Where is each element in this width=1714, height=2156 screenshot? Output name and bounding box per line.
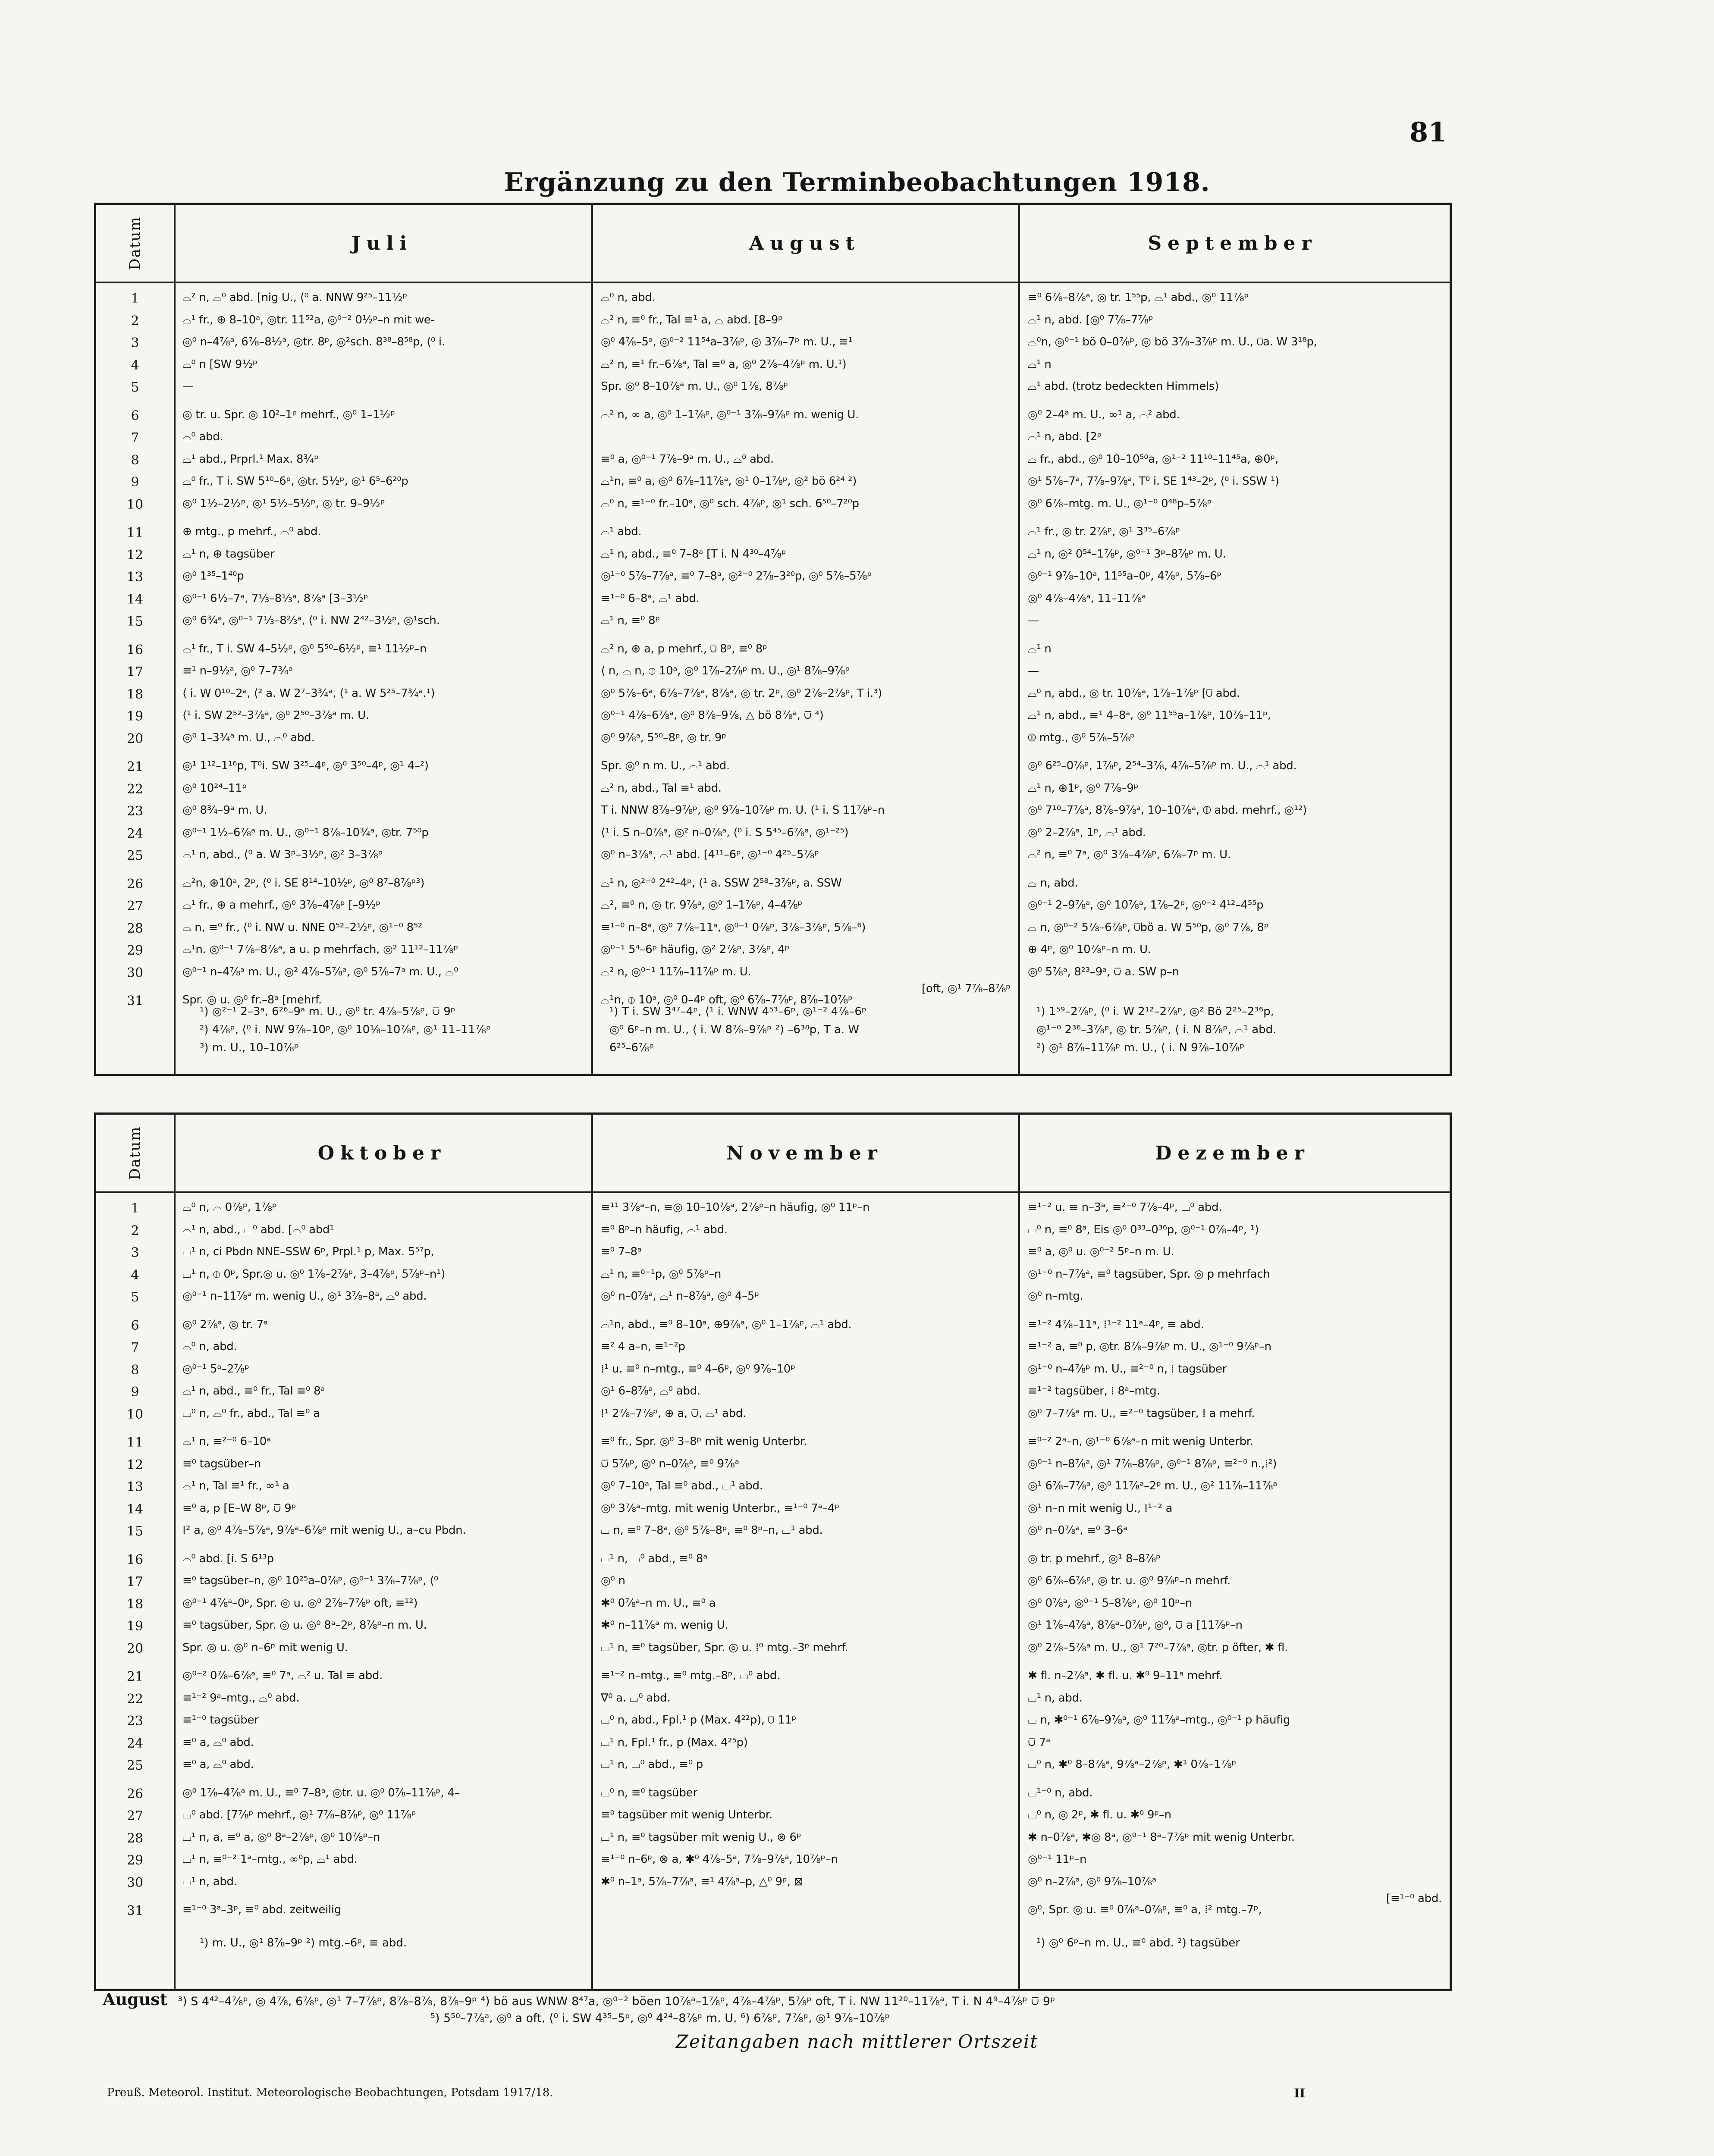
entry-line: ◎⁰ 3⅞ᵃ–mtg. mit wenig Unterbr., ≡¹⁻⁰ 7ᵃ–4ᵖ <box>601 1502 840 1515</box>
entry-line: ⌓¹ fr., ⊕ 8–10ᵃ, ◎tr. 11⁵²a, ◎⁰⁻² 0½ᵖ–n mit we- <box>182 313 435 326</box>
footnote-line: 6²⁵–6⅞ᵖ <box>609 1041 654 1054</box>
day-number: 8 <box>131 453 139 468</box>
day-number: 28 <box>126 921 144 936</box>
entry-line: ⁞² a, ◎⁰ 4⅞–5⅞ᵃ, 9⅞ᵃ–6⅞ᵖ mit wenig U., a–cu Pbdn. <box>182 1524 466 1537</box>
day-number: 24 <box>126 826 144 841</box>
entry-line: ⌓¹ abd. <box>601 525 642 538</box>
day-number: 31 <box>126 993 144 1009</box>
entry-line: ◎⁰⁻¹ 4⅞ᵃ–0ᵖ, Spr. ◎ u. ◎⁰ 2⅞–7⅞ᵖ oft, ≡¹²) <box>182 1597 418 1610</box>
entry-line: ⌴⁰ abd. [7⅞ᵖ mehrf., ◎¹ 7⅞–8⅞ᵖ, ◎⁰ 11⅞ᵖ <box>182 1808 416 1821</box>
entry-line: ⟨¹ i. S n–0⅞ᵃ, ◎² n–0⅞ᵃ, ⟨⁰ i. S 5⁴⁵–6⅞ᵃ, ◎¹⁻²⁵) <box>601 826 849 839</box>
entry-line: ⌓¹ fr., T i. SW 4–5½ᵖ, ◎⁰ 5⁵⁰–6½ᵖ, ≡¹ 11½ᵖ–n <box>182 642 427 655</box>
entry-line: ⌓¹ abd. (trotz bedeckten Himmels) <box>1028 380 1219 393</box>
entry-line: ⊕ 4ᵖ, ◎⁰ 10⅞ᵖ–n m. U. <box>1028 943 1151 956</box>
entry-line: ◎⁰⁻¹ 11ᵖ–n <box>1028 1853 1087 1866</box>
page-title: Ergänzung zu den Terminbeobachtungen 1918. <box>504 167 1210 197</box>
entry-line: ⌓¹ n, ◎²⁻⁰ 2⁴²–4ᵖ, ⟨¹ a. SSW 2⁵⁸–3⅞ᵖ, a. SSW <box>601 877 842 890</box>
entry-line: ⌴¹ n, ≡⁰⁻² 1ᵃ–mtg., ∞⁰p, ⌓¹ abd. <box>182 1853 358 1866</box>
footnote-line: ²) 4⅞ᵖ, ⟨⁰ i. NW 9⅞–10ᵖ, ◎⁰ 10⅛–10⅞ᵖ, ◎¹ 11–11⅞ᵖ <box>200 1023 491 1036</box>
entry-line: ≡¹⁻⁰ 3ᵃ–3ᵖ, ≡⁰ abd. zeitweilig <box>182 1903 341 1916</box>
entry-line: ⌓⁰ n [SW 9½ᵖ <box>182 358 257 371</box>
day-number: 26 <box>126 877 144 892</box>
day-number: 6 <box>131 1318 139 1333</box>
entry-line: ⌓¹n, ⦶ 10ᵃ, ◎⁰ 0–4ᵖ oft, ◎⁰ 6⅞–7⅞ᵖ, 8⅞–10⅞ᵖ <box>601 993 853 1006</box>
entry-line: ◎⁰ n–0⅞ᵃ, ⌓¹ n–8⅞ᵃ, ◎⁰ 4–5ᵖ <box>601 1290 759 1303</box>
month-header-juli: Juli <box>351 232 413 254</box>
day-number: 9 <box>131 1385 139 1400</box>
col-divider <box>1018 205 1020 1074</box>
entry-line: ⌴¹ n, ⌴⁰ abd., ≡⁰ p <box>601 1758 703 1771</box>
entry-line: ≡¹⁻⁰ n–8ᵃ, ◎⁰ 7⅞–11ᵃ, ◎⁰⁻¹ 0⅞ᵖ, 3⅞–3⅞ᵖ, 5⅞–⁶) <box>601 921 866 934</box>
entry-line: ⁞¹ u. ≡⁰ n–mtg., ≡⁰ 4–6ᵖ, ◎⁰ 9⅞–10ᵖ <box>601 1363 795 1376</box>
entry-line: ⌓¹ n, ≡⁰⁻¹p, ◎⁰ 5⅞ᵖ–n <box>601 1268 722 1281</box>
col-divider <box>174 1115 176 1989</box>
entry-line: ⌓² n, ⊕ a, p mehrf., ⩂ 8ᵖ, ≡⁰ 8ᵖ <box>601 642 767 655</box>
entry-line: ⌴¹ n, ≡⁰ tagsüber mit wenig U., ⊗ 6ᵖ <box>601 1831 801 1844</box>
entry-line: ⁞¹ 2⅞–7⅞ᵖ, ⊕ a, ⩂, ⌓¹ abd. <box>601 1407 746 1420</box>
entry-line: ◎⁰ 5⅞–6ᵃ, 6⅞–7⅞ᵃ, 8⅞ᵃ, ◎ tr. 2ᵖ, ◎⁰ 2⅞–2⅞ᵖ, T i.³) <box>601 687 882 700</box>
footnote-line: ¹) ◎⁰ 6ᵖ–n m. U., ≡⁰ abd. ²) tagsüber <box>1036 1937 1240 1949</box>
month-header-september: September <box>1148 232 1318 254</box>
footnote-line: ³) m. U., 10–10⅞ᵖ <box>200 1041 299 1054</box>
entry-line: ≡⁰ tagsüber, Spr. ◎ u. ◎⁰ 8ᵃ–2ᵖ, 8⅞ᵖ–n m. U. <box>182 1619 427 1632</box>
table-top <box>94 203 1452 1076</box>
entry-line: ◎⁰ 1–3¾ᵃ m. U., ⌓⁰ abd. <box>182 731 315 744</box>
entry-line: ◎⁰ 5⅞ᵃ, 8²³–9ᵃ, ⩂ a. SW p–n <box>1028 965 1179 978</box>
entry-line: Spr. ◎⁰ 8–10⅞ᵃ m. U., ◎⁰ 1⅞, 8⅞ᵖ <box>601 380 788 393</box>
day-number: 4 <box>131 1268 139 1283</box>
entry-line: ◎⁰ 2⅞ᵃ, ◎ tr. 7ᵃ <box>182 1318 268 1331</box>
entry-line: ⌓⁰ n, abd. <box>601 291 656 304</box>
header-row-top <box>96 205 1450 283</box>
entry-line: ◎⁰ 7–10ᵃ, Tal ≡⁰ abd., ⌴¹ abd. <box>601 1479 763 1492</box>
month-header-november: November <box>726 1142 883 1164</box>
day-number: 30 <box>126 1875 144 1890</box>
day-number: 23 <box>126 1714 144 1729</box>
day-number: 18 <box>126 1597 144 1612</box>
entry-line: ◎⁰ 10²⁴–11ᵖ <box>182 782 247 795</box>
entry-line: ◎¹⁻⁰ n–7⅞ᵃ, ≡⁰ tagsüber, Spr. ◎ p mehrfach <box>1028 1268 1270 1281</box>
entry-line: ◎⁰ 6²⁵–0⅞ᵖ, 1⅞ᵖ, 2⁵⁴–3⅞, 4⅞–5⅞ᵖ m. U., ⌓¹ abd. <box>1028 759 1297 772</box>
entry-line: ⌓¹n, abd., ≡⁰ 8–10ᵃ, ⊕9⅞ᵃ, ◎⁰ 1–1⅞ᵖ, ⌓¹ abd. <box>601 1318 852 1331</box>
month-header-dezember: Dezember <box>1155 1142 1310 1164</box>
entry-line: ◎⁰ n–3⅞ᵃ, ⌓¹ abd. [4¹¹–6ᵖ, ◎¹⁻⁰ 4²⁵–5⅞ᵖ <box>601 848 819 861</box>
entry-line: ◎⁰ 1³⁵–1⁴⁰p <box>182 570 244 583</box>
entry-line: — <box>1028 614 1039 627</box>
entry-line: ⌓¹ fr., ⊕ a mehrf., ◎⁰ 3⅞–4⅞ᵖ [–9½ᵖ <box>182 899 381 912</box>
entry-line: ⌴¹ n, ≡⁰ tagsüber, Spr. ◎ u. ⁞⁰ mtg.–3ᵖ mehrf. <box>601 1641 848 1654</box>
entry-line: ⌓ n, ≡⁰ fr., ⟨⁰ i. NW u. NNE 0⁵²–2½ᵖ, ◎¹⁻⁰ 8⁵² <box>182 921 423 934</box>
entry-line: ◎¹ 1¹²–1¹⁶p, T⁰i. SW 3²⁵–4ᵖ, ◎⁰ 3⁵⁰–4ᵖ, ◎¹ 4–²) <box>182 759 429 772</box>
entry-line: ⌴⁰ n, abd., Fpl.¹ p (Max. 4²²p), ⩂ 11ᵖ <box>601 1714 797 1727</box>
entry-line: ⌴¹ n, ⦶ 0ᵖ, Spr.◎ u. ◎⁰ 1⅞–2⅞ᵖ, 3–4⅞ᵖ, 5⅞ᵖ–n¹) <box>182 1268 446 1281</box>
day-number: 10 <box>126 497 144 512</box>
entry-line: ⊕ mtg., p mehrf., ⌓⁰ abd. <box>182 525 321 538</box>
day-number: 21 <box>126 1669 144 1684</box>
entry-line: ⌴ n, ≡⁰ 7–8ᵃ, ◎⁰ 5⅞–8ᵖ, ≡⁰ 8ᵖ–n, ⌴¹ abd. <box>601 1524 823 1537</box>
entry-line: ◎⁰⁻¹ n–4⅞ᵃ m. U., ◎² 4⅞–5⅞ᵃ, ◎⁰ 5⅞–7ᵃ m. U., ⌓⁰ <box>182 965 458 978</box>
footnote-line: ¹) m. U., ◎¹ 8⅞–9ᵖ ²) mtg.–6ᵖ, ≡ abd. <box>200 1937 407 1949</box>
entry-line: ≡⁰ tagsüber mit wenig Unterbr. <box>601 1808 772 1821</box>
day-number: 8 <box>131 1363 139 1378</box>
entry-line: ✱ fl. n–2⅞ᵃ, ✱ fl. u. ✱⁰ 9–11ᵃ mehrf. <box>1028 1669 1223 1682</box>
entry-line: ⌓⁰ abd. [i. S 6¹³p <box>182 1552 274 1565</box>
entry-line: ◎¹ 6⅞–7⅞ᵃ, ◎⁰ 11⅞ᵃ–2ᵖ m. U., ◎² 11⅞–11⅞ᵃ <box>1028 1479 1278 1492</box>
day-number: 15 <box>126 1524 144 1539</box>
day-number: 22 <box>126 1692 144 1707</box>
entry-line: ◎¹⁻⁰ n–4⅞ᵖ m. U., ≡²⁻⁰ n, ⁞ tagsüber <box>1028 1363 1227 1376</box>
entry-line: ⌓¹ n, ◎² 0⁵⁴–1⅞ᵖ, ◎⁰⁻¹ 3ᵖ–8⅞ᵖ m. U. <box>1028 548 1226 561</box>
day-number: 18 <box>126 687 144 702</box>
entry-line: ◎¹ 5⅞–7ᵃ, 7⅞–9⅞ᵃ, T⁰ i. SE 1⁴³–2ᵖ, ⟨⁰ i. SSW ¹) <box>1028 475 1279 488</box>
entry-line: ◎⁰⁻¹ 9⅞–10ᵃ, 11⁵⁵a–0ᵖ, 4⅞ᵖ, 5⅞–6ᵖ <box>1028 570 1222 583</box>
entry-line: ⌓ n, abd. <box>1028 877 1078 890</box>
day-number: 27 <box>126 1808 144 1824</box>
day-number: 14 <box>126 592 144 607</box>
day-number: 26 <box>126 1786 144 1802</box>
day-number: 13 <box>126 570 144 585</box>
entry-line: ⌓² n, ◎⁰⁻¹ 11⅞–11⅞ᵖ m. U. <box>601 965 751 978</box>
day-number: 28 <box>126 1831 144 1846</box>
day-number: 20 <box>126 731 144 746</box>
entry-line: ◎⁰ 6⅞–6⅞ᵖ, ◎ tr. u. ◎⁰ 9⅞ᵖ–n mehrf. <box>1028 1574 1231 1587</box>
entry-line: ⌓² n, abd., Tal ≡¹ abd. <box>601 782 722 795</box>
day-number: 21 <box>126 759 144 774</box>
entry-line: ≡¹⁻² u. ≡ n–3ᵃ, ≡²⁻⁰ 7⅞–4ᵖ, ⌴⁰ abd. <box>1028 1201 1222 1214</box>
day-number: 14 <box>126 1502 144 1517</box>
footer-signature: II <box>1294 2086 1306 2100</box>
entry-line: ⌓¹ n, ⊕1ᵖ, ◎⁰ 7⅞–9ᵖ <box>1028 782 1139 795</box>
entry-line: ◎⁰⁻¹ 5ᵃ–2⅞ᵖ <box>182 1363 249 1376</box>
entry-line: ⩂ 7ᵃ <box>1028 1736 1050 1749</box>
entry-line: ⌴¹ n, Fpl.¹ fr., p (Max. 4²⁵p) <box>601 1736 748 1749</box>
entry-line: ⌓¹ n, abd. [◎⁰ 7⅞–7⅞ᵖ <box>1028 313 1153 326</box>
day-number: 24 <box>126 1736 144 1751</box>
entry-line: ∇⁰ a. ⌴⁰ abd. <box>601 1692 671 1705</box>
entry-line: ⌓², ≡⁰ n, ◎ tr. 9⅞ᵃ, ◎⁰ 1–1⅞ᵖ, 4–4⅞ᵖ <box>601 899 803 912</box>
entry-line: ◎⁰⁻¹ 4⅞–6⅞ᵃ, ◎⁰ 8⅞–9⅞, △ bö 8⅞ᵃ, ⩂ ⁴) <box>601 709 824 722</box>
entry-line: ≡¹ n–9½ᵃ, ◎⁰ 7–7¾ᵃ <box>182 664 293 677</box>
footnote-line: ◎¹⁻⁰ 2³⁶–3⅞ᵖ, ◎ tr. 5⅞ᵖ, ⟨ i. N 8⅞ᵖ, ⌓¹ abd. <box>1036 1023 1277 1036</box>
entry-line: ⌴ n, ✱⁰⁻¹ 6⅞–9⅞ᵃ, ◎⁰ 11⅞ᵃ–mtg., ◎⁰⁻¹ p häufig <box>1028 1714 1290 1727</box>
entry-line: ≡¹⁻² 4⅞–11ᵃ, ⁞¹⁻² 11ᵃ–4ᵖ, ≡ abd. <box>1028 1318 1204 1331</box>
entry-line: ◎⁰ n–2⅞ᵃ, ◎⁰ 9⅞–10⅞ᵃ <box>1028 1875 1156 1888</box>
entry-line: ◎⁰ 4⅞–4⅞ᵃ, 11–11⅞ᵃ <box>1028 592 1146 605</box>
entry-line: ⌓² n, ≡⁰ 7ᵃ, ◎⁰ 3⅞–4⅞ᵖ, 6⅞–7ᵖ m. U. <box>1028 848 1231 861</box>
day-number: 22 <box>126 782 144 797</box>
entry-line: ⌓¹ n, ≡²⁻⁰ 6–10ᵃ <box>182 1435 271 1448</box>
entry-line: ◎¹ 1⅞–4⅞ᵃ, 8⅞ᵃ–0⅞ᵖ, ◎⁰, ⩂ a [11⅞ᵖ–n <box>1028 1619 1243 1632</box>
entry-line: ⌓⁰ n, ≡¹⁻⁰ fr.–10ᵃ, ◎⁰ sch. 4⅞ᵖ, ◎¹ sch. 6⁵⁰–7²⁰p <box>601 497 859 510</box>
day-number: 19 <box>126 1619 144 1634</box>
entry-line: ◎¹ 6–8⅞ᵃ, ⌓⁰ abd. <box>601 1385 700 1398</box>
datum-header: Datum <box>96 205 176 282</box>
table-bottom <box>94 1112 1452 1991</box>
entry-line: ⟨ i. W 0¹⁰–2ᵃ, ⟨² a. W 2⁷–3¾ᵃ, ⟨¹ a. W 5²⁵–7¾ᵃ.¹) <box>182 687 435 700</box>
day-number: 31 <box>126 1903 144 1918</box>
entry-line: ✱⁰ n–11⅞ᵃ m. wenig U. <box>601 1619 728 1632</box>
entry-line: ⌓¹ n, abd. [2ᵖ <box>1028 430 1102 443</box>
day-number: 11 <box>126 525 144 540</box>
entry-line: ≡¹⁻⁰ tagsüber <box>182 1714 259 1727</box>
entry-line: ≡¹¹ 3⅞ᵃ–n, ≡◎ 10–10⅞ᵃ, 2⅞ᵖ–n häufig, ◎⁰ 11ᵖ–n <box>601 1201 870 1214</box>
entry-line: ◎⁰ n–mtg. <box>1028 1290 1083 1303</box>
day-number: 2 <box>131 1223 139 1238</box>
day-number: 17 <box>126 664 144 680</box>
entry-line: ◎⁰ 2–2⅞ᵃ, 1ᵖ, ⌓¹ abd. <box>1028 826 1146 839</box>
entry-line: ◎⁰ 1⅞–4⅞ᵃ m. U., ≡⁰ 7–8ᵃ, ◎tr. u. ◎⁰ 0⅞–11⅞ᵖ, 4– <box>182 1786 460 1799</box>
entry-line: ⌓¹ abd., Prprl.¹ Max. 8¾ᵖ <box>182 453 319 466</box>
entry-line: ◎⁰, Spr. ◎ u. ≡⁰ 0⅞ᵃ–0⅞ᵖ, ≡⁰ a, ⁞² mtg.–7ᵖ, <box>1028 1903 1262 1916</box>
entry-line: Spr. ◎ u. ◎⁰ fr.–8ᵃ [mehrf. <box>182 993 322 1006</box>
entry-line: ⌓⁰ abd. <box>182 430 223 443</box>
day-number: 7 <box>131 1340 139 1355</box>
entry-line: ⌓¹ n <box>1028 358 1052 371</box>
col-divider <box>174 205 176 1074</box>
entry-line: ✱ n–0⅞ᵃ, ✱◎ 8ᵃ, ◎⁰⁻¹ 8ᵃ–7⅞ᵖ mit wenig Unterbr. <box>1028 1831 1295 1844</box>
entry-line: ⌓² n, ⌓⁰ abd. [nig U., ⟨⁰ a. NNW 9²⁵–11½ᵖ <box>182 291 408 304</box>
day-number: 25 <box>126 848 144 863</box>
notes-juli <box>200 1003 584 1057</box>
entry-line: ◎⁰ n <box>601 1574 625 1587</box>
entry-line: ≡¹⁻² a, ≡⁰ p, ◎tr. 8⅞–9⅞ᵖ m. U., ◎¹⁻⁰ 9⅞ᵖ–n <box>1028 1340 1271 1353</box>
entry-line: ⩂ 5⅞ᵖ, ◎⁰ n–0⅞ᵃ, ≡⁰ 9⅞ᵃ <box>601 1457 739 1470</box>
entry-line: ⌴¹⁻⁰ n, abd. <box>1028 1786 1093 1799</box>
day-number: 1 <box>131 291 139 306</box>
day-number: 20 <box>126 1641 144 1656</box>
entry-line: ≡⁰ tagsüber–n, ◎⁰ 10²⁵a–0⅞ᵖ, ◎⁰⁻¹ 3⅞–7⅞ᵖ, ⟨⁰ <box>182 1574 439 1587</box>
entry-line: ⌓⁰ n, abd. <box>182 1340 237 1353</box>
entry-line: ⌓¹ n, abd., ⌴⁰ abd. [⌓⁰ abd¹ <box>182 1223 334 1236</box>
entry-line: ◎ tr. p mehrf., ◎¹ 8–8⅞ᵖ <box>1028 1552 1161 1565</box>
entry-line: ⌓² n, ≡¹ fr.–6⅞ᵃ, Tal ≡⁰ a, ◎⁰ 2⅞–4⅞ᵖ m. U.¹) <box>601 358 847 371</box>
col-divider <box>1018 1115 1020 1989</box>
entry-line: ⌴¹ n, ci Pbdn NNE–SSW 6ᵖ, Prpl.¹ p, Max. 5⁵⁷p, <box>182 1245 434 1258</box>
entry-line: ⌴⁰ n, ≡⁰ 8ᵃ, Eis ◎⁰ 0³³–0³⁶p, ◎⁰⁻¹ 0⅞–4ᵖ, ¹) <box>1028 1223 1259 1236</box>
august-footnote-label: August <box>103 1990 168 2009</box>
entry-line: ⌓⁰ fr., T i. SW 5¹⁰–6ᵖ, ◎tr. 5½ᵖ, ◎¹ 6⁵–6²⁰p <box>182 475 408 488</box>
entry-line: ◎⁰ 8¾–9ᵃ m. U. <box>182 804 267 817</box>
entry-continuation: [≡¹⁻⁰ abd. <box>1386 1892 1442 1905</box>
entry-line: ⦶ mtg., ◎⁰ 5⅞–5⅞ᵖ <box>1028 731 1135 744</box>
day-number: 5 <box>131 380 139 395</box>
month-header-august: August <box>749 232 860 254</box>
entry-line: ≡¹⁻² tagsüber, ⁞ 8ᵃ–mtg. <box>1028 1385 1160 1398</box>
entry-line: T i. NNW 8⅞–9⅞ᵖ, ◎⁰ 9⅞–10⅞ᵖ m. U. ⟨¹ i. S 11⅞ᵖ–n <box>601 804 885 817</box>
entry-continuation: [oft, ◎¹ 7⅞–8⅞ᵖ <box>922 982 1011 995</box>
day-number: 10 <box>126 1407 144 1422</box>
entry-line: ≡⁰⁻² 2ᵃ–n, ◎¹⁻⁰ 6⅞ᵃ–n mit wenig Unterbr. <box>1028 1435 1253 1448</box>
entry-line: ⌓⁰ n, ⌒ 0⅞ᵖ, 1⅞ᵖ <box>182 1201 277 1214</box>
entry-line: ⌓¹ n <box>1028 642 1052 655</box>
entry-line: ⌓¹ n, abd., ≡⁰ fr., Tal ≡⁰ 8ᵃ <box>182 1385 325 1398</box>
day-number: 2 <box>131 313 139 329</box>
footer-publisher: Preuß. Meteorol. Institut. Meteorologische Beobachtungen, Potsdam 1917/18. <box>107 2086 553 2099</box>
entry-line: ≡⁰ fr., Spr. ◎⁰ 3–8ᵖ mit wenig Unterbr. <box>601 1435 807 1448</box>
entry-line: ◎⁰ 0⅞ᵃ, ◎⁰⁻¹ 5–8⅞ᵖ, ◎⁰ 10ᵖ–n <box>1028 1597 1192 1610</box>
entry-line: ≡⁰ a, ◎⁰ u. ◎⁰⁻² 5ᵖ–n m. U. <box>1028 1245 1174 1258</box>
day-number: 5 <box>131 1290 139 1305</box>
entry-line: ⌓¹ n, abd., ≡¹ 4–8ᵃ, ◎⁰ 11⁵⁵a–1⅞ᵖ, 10⅞–11ᵖ, <box>1028 709 1271 722</box>
day-number: 15 <box>126 614 144 629</box>
entry-line: ⌓¹ n, abd., ⟨⁰ a. W 3ᵖ–3½ᵖ, ◎² 3–3⅞ᵖ <box>182 848 383 861</box>
entry-line: ⌓² n, ≡⁰ fr., Tal ≡¹ a, ⌓ abd. [8–9ᵖ <box>601 313 783 326</box>
day-number: 11 <box>126 1435 144 1450</box>
entry-line: ⌓²n, ⊕10ᵃ, 2ᵖ, ⟨⁰ i. SE 8¹⁴–10½ᵖ, ◎⁰ 8⁷–8⅞ᵖ³) <box>182 877 425 890</box>
entry-line: ◎⁰⁻¹ 6½–7ᵃ, 7⅓–8⅓ᵃ, 8⅞ᵃ [3–3½ᵖ <box>182 592 368 605</box>
entry-line: — <box>1028 664 1039 677</box>
entry-line: ◎⁰ 2⅞–5⅞ᵃ m. U., ◎¹ 7²⁰–7⅞ᵃ, ◎tr. p öfter, ✱ fl. <box>1028 1641 1288 1654</box>
entry-line: ◎⁰ n–4⅞ᵃ, 6⅞–8½ᵃ, ◎tr. 8ᵖ, ◎²sch. 8³⁸–8⁵⁸p, ⟨⁰ i. <box>182 335 445 348</box>
day-number: 25 <box>126 1758 144 1773</box>
day-number: 3 <box>131 1245 139 1260</box>
august-footnotes <box>103 1990 1353 2025</box>
entry-line: ⟨ n, ⌓ n, ⦶ 10ᵃ, ◎⁰ 1⅞–2⅞ᵖ m. U., ◎¹ 8⅞–9⅞ᵖ <box>601 664 850 677</box>
entry-line: ⌓⁰ n, abd., ◎ tr. 10⅞ᵃ, 1⅞–1⅞ᵖ [⩂ abd. <box>1028 687 1240 700</box>
entry-line: ⌴¹ n, abd. <box>182 1875 237 1888</box>
entry-line: ◎⁰ 2–4ᵃ m. U., ∞¹ a, ⌓² abd. <box>1028 408 1180 421</box>
entry-line: Spr. ◎ u. ◎⁰ n–6ᵖ mit wenig U. <box>182 1641 348 1654</box>
notes-september <box>1036 1003 1442 1057</box>
entry-line: ⌓ n, ◎⁰⁻² 5⅞–6⅞ᵖ, ⩂bö a. W 5⁵⁰p, ◎⁰ 7⅞, 8ᵖ <box>1028 921 1269 934</box>
entry-line: ≡⁰ a, p [E–W 8ᵖ, ⩂ 9ᵖ <box>182 1502 296 1515</box>
entry-line: ⌓¹ n, Tal ≡¹ fr., ∞¹ a <box>182 1479 289 1492</box>
entry-line: ◎⁰ 6⅞–mtg. m. U., ◎¹⁻⁰ 0⁴⁸p–5⅞ᵖ <box>1028 497 1212 510</box>
footnote-line: ²) ◎¹ 8⅞–11⅞ᵖ m. U., ⟨ i. N 9⅞–10⅞ᵖ <box>1036 1041 1245 1054</box>
entry-line: ⌴¹ n, abd. <box>1028 1692 1083 1705</box>
time-note: Zeitangaben nach mittlerer Ortszeit <box>675 2031 1039 2052</box>
entry-line: ◎ tr. u. Spr. ◎ 10²–1ᵖ mehrf., ◎⁰ 1–1½ᵖ <box>182 408 395 421</box>
entry-line: ◎⁰⁻¹ 2–9⅞ᵃ, ◎⁰ 10⅞ᵃ, 1⅞–2ᵖ, ◎⁰⁻² 4¹²–4⁵⁵p <box>1028 899 1264 912</box>
page-number: 81 <box>1409 116 1447 148</box>
entry-line: ≡⁰ a, ⌓⁰ abd. <box>182 1758 254 1771</box>
entry-line: ◎⁰ n–0⅞ᵃ, ≡⁰ 3–6ᵃ <box>1028 1524 1127 1537</box>
entry-line: ⌴⁰ n, ◎ 2ᵖ, ✱ fl. u. ✱⁰ 9ᵖ–n <box>1028 1808 1171 1821</box>
entry-line: ⌴⁰ n, ⌓⁰ fr., abd., Tal ≡⁰ a <box>182 1407 320 1420</box>
day-number: 16 <box>126 642 144 658</box>
day-number: 17 <box>126 1574 144 1589</box>
august-footnote-line2: ⁵) 5⁵⁰–7⅞ᵃ, ◎⁰ a oft, ⟨⁰ i. SW 4³⁵–5ᵖ, ◎⁰ 4²⁴–8⅞ᵖ m. U. ⁶) 6⅞ᵖ, 7⅞ᵖ, ◎¹ 9⅞–10⅞ᵖ <box>430 2012 890 2025</box>
entry-line: ≡⁰ tagsüber–n <box>182 1457 261 1470</box>
entry-line: ⌓² n, ∞ a, ◎⁰ 1–1⅞ᵖ, ◎⁰⁻¹ 3⅞–9⅞ᵖ m. wenig U. <box>601 408 859 421</box>
entry-line: — <box>182 380 194 393</box>
entry-line: ◎⁰⁻² 0⅞–6⅞ᵃ, ≡⁰ 7ᵃ, ⌓² u. Tal ≡ abd. <box>182 1669 383 1682</box>
entry-line: ◎⁰ 9⅞ᵃ, 5⁵⁰–8ᵖ, ◎ tr. 9ᵖ <box>601 731 726 744</box>
day-number: 30 <box>126 965 144 981</box>
entry-line: Spr. ◎⁰ n m. U., ⌓¹ abd. <box>601 759 730 772</box>
entry-line: ≡⁰ 8ᵖ–n häufig, ⌓¹ abd. <box>601 1223 728 1236</box>
day-number: 6 <box>131 408 139 423</box>
entry-line: ≡² 4 a–n, ≡¹⁻²p <box>601 1340 685 1353</box>
entry-line: ◎⁰ 7¹⁰–7⅞ᵃ, 8⅞–9⅞ᵃ, 10–10⅞ᵃ, ⦶ abd. mehrf., ◎¹²) <box>1028 804 1307 817</box>
day-number: 16 <box>126 1552 144 1567</box>
day-number: 12 <box>126 548 144 563</box>
entry-line: ◎⁰⁻¹ n–11⅞ᵃ m. wenig U., ◎¹ 3⅞–8ᵃ, ⌓⁰ abd. <box>182 1290 427 1303</box>
entry-line: ◎⁰ 1½–2½ᵖ, ◎¹ 5½–5½ᵖ, ◎ tr. 9–9½ᵖ <box>182 497 385 510</box>
entry-line: ⌓¹n. ◎⁰⁻¹ 7⅞–8⅞ᵃ, a u. p mehrfach, ◎² 11¹²–11⅞ᵖ <box>182 943 458 956</box>
day-number: 12 <box>126 1457 144 1473</box>
entry-line: ⌓ fr., abd., ◎⁰ 10–10⁵⁰a, ◎¹⁻² 11¹⁰–11⁴⁵a, ⊕0ᵖ, <box>1028 453 1279 466</box>
entry-line: ◎⁰⁻¹ 5⁴–6ᵖ häufig, ◎² 2⅞ᵖ, 3⅞ᵖ, 4ᵖ <box>601 943 790 956</box>
entry-line: ≡⁰ a, ⌓⁰ abd. <box>182 1736 254 1749</box>
day-number: 9 <box>131 475 139 490</box>
entry-line: ◎⁰⁻¹ 1½–6⅞ᵃ m. U., ◎⁰⁻¹ 8⅞–10¾ᵃ, ◎tr. 7⁵⁰p <box>182 826 429 839</box>
entry-line: ⌓¹ fr., ◎ tr. 2⅞ᵖ, ◎¹ 3³⁵–6⅞ᵖ <box>1028 525 1180 538</box>
august-footnote-line1: ³) S 4⁴²–4⅞ᵖ, ◎ 4⅞, 6⅞ᵖ, ◎¹ 7–7⅞ᵖ, 8⅞–8⅞, 8⅞–9ᵖ ⁴) bö aus WNW 8⁴⁷a, ◎⁰⁻² böen 10⅞ᵃ–1⅞ᵖ, 4⅞–4⅞ᵖ, 5⅞ᵖ oft, T i. NW 11²⁰–11⅞ᵃ, T i. N 4⁹–4⅞ᵖ ⩂ 9ᵖ <box>178 1995 1055 2008</box>
entry-line: ⌓¹ n, ⊕ tagsüber <box>182 548 275 561</box>
entry-line: ⌓¹ n, ≡⁰ 8ᵖ <box>601 614 660 627</box>
entry-line: ≡⁰ 7–8ᵃ <box>601 1245 642 1258</box>
day-number: 1 <box>131 1201 139 1216</box>
entry-line: ⌓⁰n, ◎⁰⁻¹ bö 0–0⅞ᵖ, ◎ bö 3⅞–3⅞ᵖ m. U., ⩂a. W 3¹⁸p, <box>1028 335 1317 348</box>
entry-line: ≡¹⁻⁰ n–6ᵖ, ⊗ a, ✱⁰ 4⅞–5ᵃ, 7⅞–9⅞ᵃ, 10⅞ᵖ–n <box>601 1853 838 1866</box>
footnote-line: ◎⁰ 6ᵖ–n m. U., ⟨ i. W 8⅞–9⅞ᵖ ²) –6³⁸p, T a. W <box>609 1023 860 1036</box>
footnote-line: ¹) T i. SW 3⁴⁷–4ᵖ, ⟨¹ i. WNW 4⁵³–6ᵖ, ◎¹⁻² 4⅞–6ᵖ <box>609 1005 867 1018</box>
notes-dezember <box>1036 1934 1442 1952</box>
col-divider <box>591 1115 593 1989</box>
entry-line: ⌓¹ n, abd., ≡⁰ 7–8ᵃ [T i. N 4³⁰–4⅞ᵖ <box>601 548 786 561</box>
entry-line: ≡⁰ a, ◎⁰⁻¹ 7⅞–9ᵃ m. U., ⌓⁰ abd. <box>601 453 774 466</box>
entry-line: ◎⁰ 7–7⅞ᵃ m. U., ≡²⁻⁰ tagsüber, ⁞ a mehrf. <box>1028 1407 1255 1420</box>
day-number: 7 <box>131 430 139 445</box>
entry-line: ≡⁰ 6⅞–8⅞ᵃ, ◎ tr. 1⁵⁵p, ⌓¹ abd., ◎⁰ 11⅞ᵖ <box>1028 291 1249 304</box>
entry-line: ≡¹⁻⁰ 6–8ᵃ, ⌓¹ abd. <box>601 592 700 605</box>
entry-line: ◎⁰ 6¾ᵃ, ◎⁰⁻¹ 7⅓–8⅔ᵃ, ⟨⁰ i. NW 2⁴²–3½ᵖ, ◎¹sch. <box>182 614 440 627</box>
entry-line: ◎⁰⁻¹ n–8⅞ᵃ, ◎¹ 7⅞–8⅞ᵖ, ◎⁰⁻¹ 8⅞ᵖ, ≡²⁻⁰ n.,⁞²) <box>1028 1457 1277 1470</box>
day-number: 23 <box>126 804 144 819</box>
day-number: 13 <box>126 1479 144 1495</box>
entry-line: ⟨¹ i. SW 2⁵²–3⅞ᵃ, ◎⁰ 2⁵⁰–3⅞ᵃ m. U. <box>182 709 369 722</box>
entry-line: ⌓¹n, ≡⁰ a, ◎⁰ 6⅞–11⅞ᵃ, ◎¹ 0–1⅞ᵖ, ◎² bö 6²⁴ ²) <box>601 475 857 488</box>
header-row-bottom <box>96 1115 1450 1193</box>
day-number: 29 <box>126 1853 144 1868</box>
day-number: 3 <box>131 335 139 351</box>
entry-line: ✱⁰ n–1ᵃ, 5⅞–7⅞ᵃ, ≡¹ 4⅞ᵃ–p, △⁰ 9ᵖ, ⊠ <box>601 1875 804 1888</box>
day-number: 4 <box>131 358 139 373</box>
day-number: 27 <box>126 899 144 914</box>
entry-line: ◎¹ n–n mit wenig U., ⁞¹⁻² a <box>1028 1502 1173 1515</box>
notes-oktober <box>200 1934 584 1952</box>
entry-line: ⌴⁰ n, ✱⁰ 8–8⅞ᵃ, 9⅞ᵃ–2⅞ᵖ, ✱¹ 0⅞–1⅞ᵖ <box>1028 1758 1237 1771</box>
day-number: 29 <box>126 943 144 958</box>
month-header-oktober: Oktober <box>317 1142 447 1164</box>
entry-line: ◎⁰ 4⅞–5ᵃ, ◎⁰⁻² 11⁵⁴a–3⅞ᵖ, ◎ 3⅞–7ᵖ m. U., ≡¹ <box>601 335 853 348</box>
entry-line: ≡¹⁻² 9ᵃ–mtg., ⌓⁰ abd. <box>182 1692 300 1705</box>
entry-line: ⌴¹ n, a, ≡⁰ a, ◎⁰ 8ᵃ–2⅞ᵖ, ◎⁰ 10⅞ᵖ–n <box>182 1831 380 1844</box>
footnote-line: ¹) ◎²⁻¹ 2–3ᵃ, 6²⁶–9ᵃ m. U., ◎⁰ tr. 4⅞–5⅞ᵖ, ⩂ 9ᵖ <box>200 1005 455 1018</box>
entry-line: ◎¹⁻⁰ 5⅞–7⅞ᵃ, ≡⁰ 7–8ᵃ, ◎²⁻⁰ 2⅞–3²⁰p, ◎⁰ 5⅞–5⅞ᵖ <box>601 570 872 583</box>
entry-line: ✱⁰ 0⅞ᵃ–n m. U., ≡⁰ a <box>601 1597 716 1610</box>
notes-august <box>609 1003 1011 1057</box>
entry-line: ⌴¹ n, ⌴⁰ abd., ≡⁰ 8ᵃ <box>601 1552 707 1565</box>
entry-line: ≡¹⁻² n–mtg., ≡⁰ mtg.–8ᵖ, ⌴⁰ abd. <box>601 1669 780 1682</box>
entry-line: ⌴⁰ n, ≡⁰ tagsüber <box>601 1786 697 1799</box>
datum-header: Datum <box>96 1115 176 1191</box>
day-number: 19 <box>126 709 144 724</box>
footnote-line: ¹) 1⁵⁹–2⅞ᵖ, ⟨⁰ i. W 2¹²–2⅞ᵖ, ◎² Bö 2²⁵–2³⁶p, <box>1036 1005 1274 1018</box>
col-divider <box>591 205 593 1074</box>
